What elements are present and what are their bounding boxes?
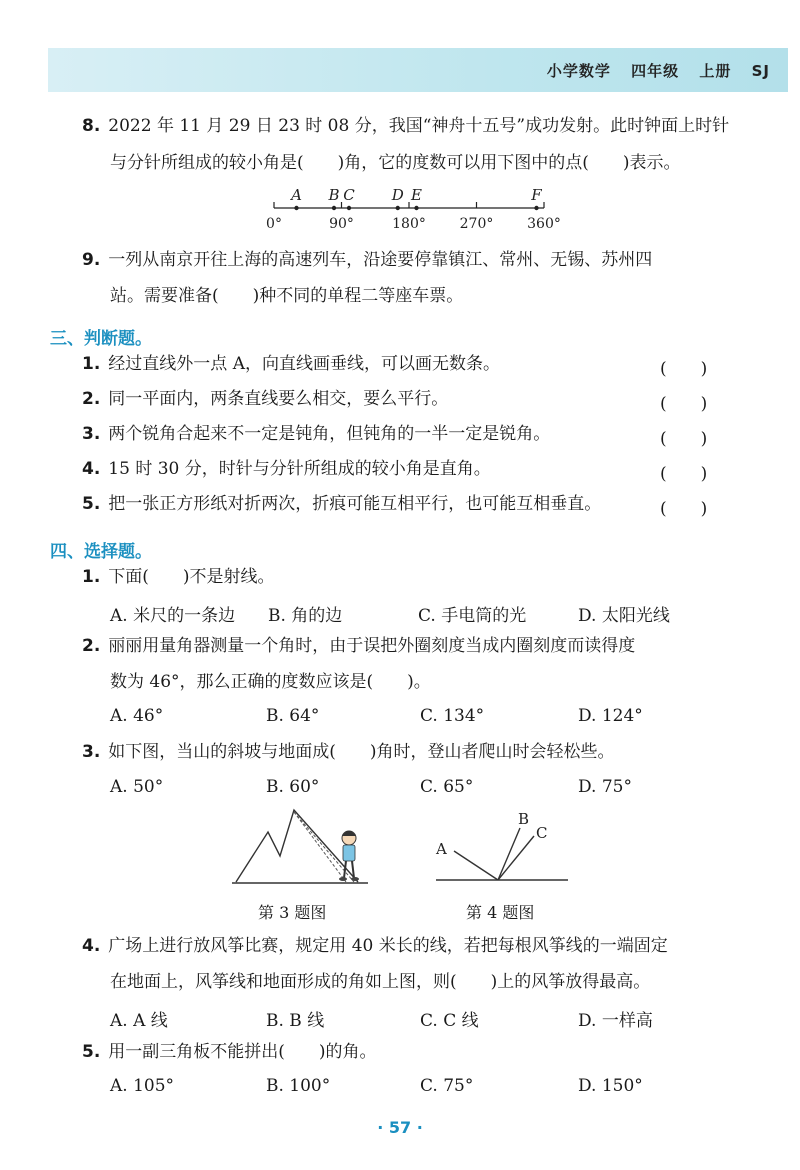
c1-line1 [82,567,275,587]
number-line-point [534,206,538,210]
judge-item [82,389,448,409]
judge-number: 5. [82,494,101,514]
c4-line1 [82,936,668,956]
number-line-point-label: F [531,186,542,204]
judge-number: 3. [82,424,101,444]
c2-option-d[interactable]: D. 124° [578,706,643,726]
c2-line2: 数为 46°，那么正确的度数应该是( )。 [110,672,431,692]
c5-number: 5. [82,1042,101,1062]
number-line-point [294,206,298,210]
number-line-tick-label: 0° [266,216,282,232]
c4-option-d[interactable]: D. 一样高 [578,1011,653,1031]
judge-number: 2. [82,389,101,409]
kite-lines-figure [430,806,580,886]
q8-number: 8. [82,116,101,136]
judge-text: 把一张正方形纸对折两次，折痕可能互相平行，也可能互相垂直。 [108,494,602,514]
judge-item [82,494,601,514]
c1-text: 下面( )不是射线。 [108,567,275,587]
c5-text: 用一副三角板不能拼出( )的角。 [108,1042,377,1062]
number-line-point-label: A [291,186,302,204]
header-band [48,48,788,92]
c3-option-c[interactable]: C. 65° [420,777,474,797]
q9-line2: 站。需要准备( )种不同的单程二等座车票。 [110,286,464,306]
c2-option-b[interactable]: B. 64° [266,706,320,726]
number-line-point-label: D [391,186,404,204]
header-text [533,60,770,81]
q9-number: 9. [82,250,101,270]
c3-option-d[interactable]: D. 75° [578,777,632,797]
header-edition: SJ [751,62,770,80]
c3-number: 3. [82,742,101,762]
c2-number: 2. [82,636,101,656]
c3-text: 如下图，当山的斜坡与地面成( )角时，登山者爬山时会轻松些。 [108,742,615,762]
c4-line2: 在地面上，风筝线和地面形成的角如上图，则( )上的风筝放得最高。 [110,972,651,992]
fig4-caption: 第 4 题图 [466,903,535,922]
line-a [454,851,498,880]
header-volume: 上册 [699,62,732,80]
number-line-point [332,206,336,210]
mountain-figure [228,808,378,888]
c4-number: 4. [82,936,101,956]
label-a: A [436,840,447,858]
judge-text: 15 时 30 分，时针与分针所组成的较小角是直角。 [108,459,491,479]
number-line-point [347,206,351,210]
header-subject: 小学数学 [546,62,611,80]
slope-dashed-2 [294,812,346,882]
c2-line1 [82,636,635,656]
c4-option-b[interactable]: B. B 线 [266,1011,325,1031]
c1-option-a[interactable]: A. 米尺的一条边 [110,606,236,626]
number-line-point-label: C [343,186,355,204]
section3-title: 三、判断题。 [50,329,152,349]
line-c [498,836,534,880]
c4-option-a[interactable]: A. A 线 [110,1011,168,1031]
number-line-tick-label: 360° [527,216,561,232]
c5-option-a[interactable]: A. 105° [110,1076,175,1096]
section4-title: 四、选择题。 [50,542,152,562]
judge-item [82,424,550,444]
answer-paren[interactable]: ( ) [660,464,708,484]
number-line-tick-label: 270° [459,216,494,232]
number-line-point [396,206,400,210]
number-line-point-label: B [328,186,340,204]
mountain-outline [236,810,358,882]
c5-option-c[interactable]: C. 75° [420,1076,474,1096]
judge-number: 1. [82,354,101,374]
header-grade: 四年级 [631,62,680,80]
judge-text: 同一平面内，两条直线要么相交，要么平行。 [108,389,449,409]
answer-paren[interactable]: ( ) [660,394,708,414]
c4-text1: 广场上进行放风筝比赛，规定用 40 米长的线，若把每根风筝线的一端固定 [108,936,668,956]
q9-line1 [82,250,652,270]
number-line-tick-label: 90° [329,216,354,232]
q8-text1: 2022 年 11 月 29 日 23 时 08 分，我国“神舟十五号”成功发射。此时钟面上时针 [108,116,730,136]
c3-option-b[interactable]: B. 60° [266,777,320,797]
q8-line2: 与分针所组成的较小角是( )角，它的度数可以用下图中的点( )表示。 [110,153,681,173]
page-number: · 57 · [377,1118,423,1137]
c2-option-a[interactable]: A. 46° [110,706,164,726]
answer-paren[interactable]: ( ) [660,359,708,379]
c1-option-c[interactable]: C. 手电筒的光 [418,606,527,626]
line-b [498,828,520,880]
c3-option-a[interactable]: A. 50° [110,777,164,797]
c5-option-d[interactable]: D. 150° [578,1076,643,1096]
climber-icon [339,831,359,881]
label-b: B [518,810,530,828]
answer-paren[interactable]: ( ) [660,499,708,519]
c2-text1: 丽丽用量角器测量一个角时，由于误把外圈刻度当成内圈刻度而读得度 [108,636,636,656]
judge-item [82,459,491,479]
c3-line1 [82,742,615,762]
number-line-figure [260,180,580,240]
q9-text1: 一列从南京开往上海的高速列车，沿途要停靠镇江、常州、无锡、苏州四 [108,250,653,270]
fig3-caption: 第 3 题图 [258,903,327,922]
c1-number: 1. [82,567,101,587]
c2-option-c[interactable]: C. 134° [420,706,485,726]
number-line-tick-label: 180° [392,216,426,232]
number-line-point-label: E [411,186,422,204]
q8-line1 [82,116,729,136]
judge-text: 经过直线外一点 A，向直线画垂线，可以画无数条。 [108,354,500,374]
c1-option-b[interactable]: B. 角的边 [268,606,343,626]
judge-item [82,354,500,374]
answer-paren[interactable]: ( ) [660,429,708,449]
judge-number: 4. [82,459,101,479]
judge-text: 两个锐角合起来不一定是钝角，但钝角的一半一定是锐角。 [108,424,551,444]
label-c: C [536,824,548,842]
c5-line1 [82,1042,377,1062]
c1-option-d[interactable]: D. 太阳光线 [578,606,670,626]
c4-option-c[interactable]: C. C 线 [420,1011,479,1031]
number-line-point [414,206,418,210]
c5-option-b[interactable]: B. 100° [266,1076,331,1096]
